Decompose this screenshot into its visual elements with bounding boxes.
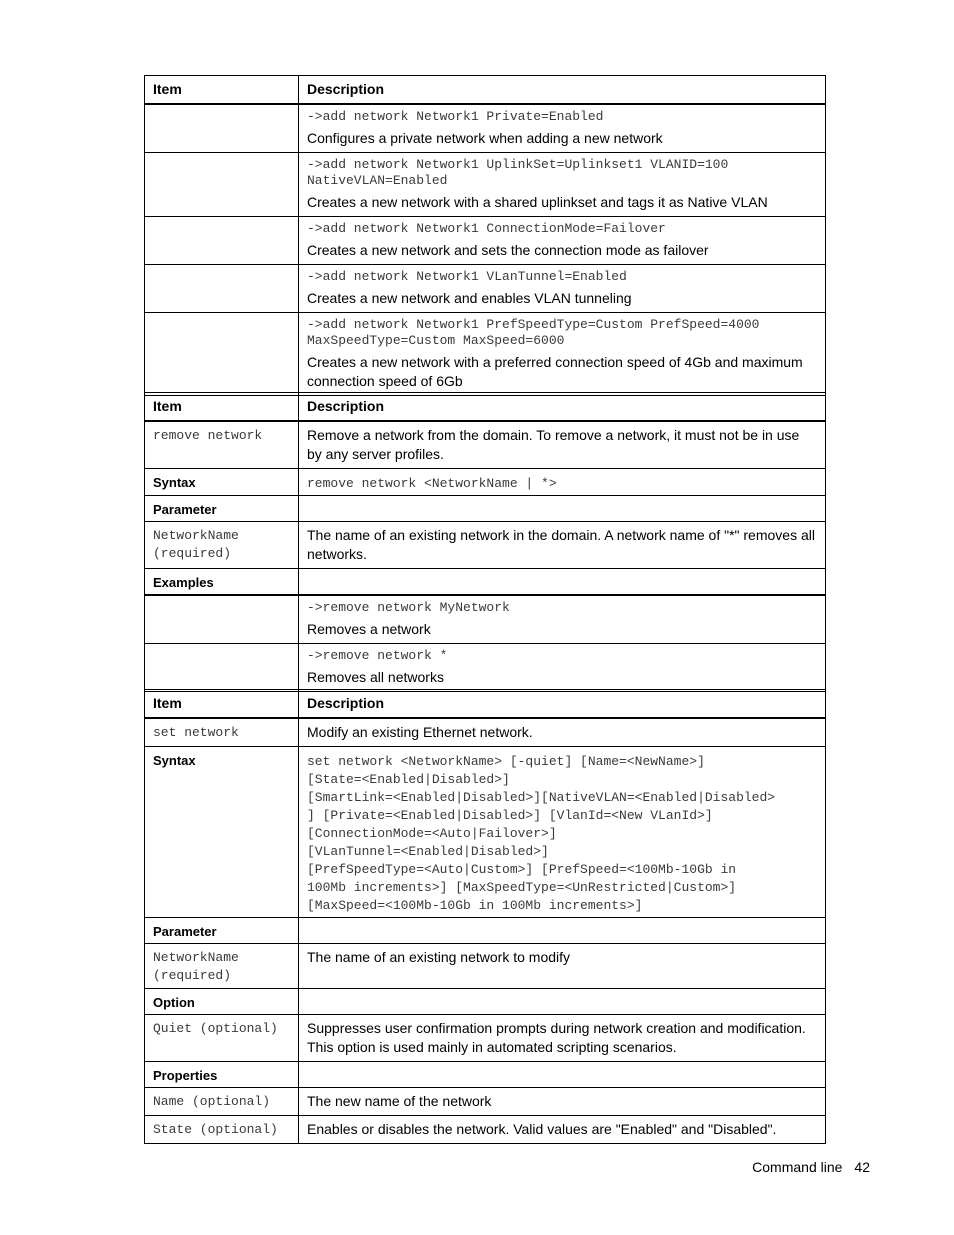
table-header-row <box>145 76 826 105</box>
item-header: Item <box>145 393 299 422</box>
command-description: Modify an existing Ethernet network. <box>307 724 533 740</box>
property-description: The new name of the network <box>307 1093 492 1109</box>
table-row <box>145 496 826 522</box>
example-command: ->add network Network1 Private=Enabled <box>307 109 604 124</box>
examples-label: Examples <box>145 569 299 596</box>
table-row <box>145 644 826 692</box>
page-footer <box>752 1158 870 1176</box>
table-row <box>145 718 826 747</box>
table-row <box>145 265 826 313</box>
table-row <box>145 104 826 153</box>
example-command: ->add network Network1 PrefSpeedType=Custom PrefSpeed=4000 MaxSpeedType=Custom MaxSpeed=6000 <box>307 317 760 348</box>
table-row <box>145 421 826 469</box>
command-description: Remove a network from the domain. To remove a network, it must not be in use by any server profiles. <box>307 427 800 462</box>
property-name: Name (optional) <box>153 1094 271 1109</box>
table-row <box>145 1088 826 1116</box>
property-description: Enables or disables the network. Valid values are "Enabled" and "Disabled". <box>307 1121 777 1137</box>
item-header: Item <box>145 690 299 719</box>
table-row <box>145 595 826 644</box>
example-command: ->remove network * <box>307 648 448 663</box>
table-header-row <box>145 393 826 422</box>
table-row <box>145 944 826 989</box>
property-name: State (optional) <box>153 1122 278 1137</box>
parameter-label: Parameter <box>145 496 299 522</box>
example-command: ->add network Network1 ConnectionMode=Failover <box>307 221 666 236</box>
syntax-value: remove network <NetworkName | *> <box>307 476 557 491</box>
table-row <box>145 217 826 265</box>
parameter-description: The name of an existing network to modify <box>307 949 571 965</box>
table-row <box>145 153 826 217</box>
parameter-name: NetworkName (required) <box>153 950 239 983</box>
example-description: Removes a network <box>307 621 431 637</box>
item-header: Item <box>145 76 299 105</box>
footer-section-title: Command line <box>752 1159 843 1175</box>
command-name: set network <box>153 725 239 740</box>
example-description: Creates a new network and sets the connection mode as failover <box>307 242 709 258</box>
properties-label: Properties <box>145 1062 299 1088</box>
parameter-name: NetworkName (required) <box>153 528 239 561</box>
example-description: Creates a new network with a shared uplinkset and tags it as Native VLAN <box>307 194 768 210</box>
table-row <box>145 469 826 496</box>
example-command: ->add network Network1 UplinkSet=Uplinkset1 VLANID=100 NativeVLAN=Enabled <box>307 157 729 188</box>
table-row <box>145 522 826 569</box>
example-command: ->remove network MyNetwork <box>307 600 510 615</box>
option-description: Suppresses user confirmation prompts during network creation and modification. This option is used mainly in automated scripting scenarios. <box>307 1020 806 1055</box>
parameter-label: Parameter <box>145 918 299 944</box>
example-description: Removes all networks <box>307 669 444 685</box>
syntax-label: Syntax <box>145 469 299 496</box>
table-header-row <box>145 690 826 719</box>
table-row <box>145 918 826 944</box>
add-network-examples-table <box>144 75 826 396</box>
description-header: Description <box>299 76 826 105</box>
table-row <box>145 747 826 918</box>
description-header: Description <box>299 690 826 719</box>
table-row <box>145 1062 826 1088</box>
table-row <box>145 313 826 396</box>
page-number: 42 <box>854 1159 870 1175</box>
option-name: Quiet (optional) <box>153 1021 278 1036</box>
option-label: Option <box>145 989 299 1015</box>
example-description: Creates a new network with a preferred connection speed of 4Gb and maximum connection speed of 6Gb <box>307 354 803 389</box>
example-description: Configures a private network when adding a new network <box>307 130 663 146</box>
parameter-description: The name of an existing network in the domain. A network name of "*" removes all networks. <box>307 527 815 562</box>
syntax-value: set network <NetworkName> [-quiet] [Name=<NewName>] [State=<Enabled|Disabled>] [SmartLink=<Enabled|Disabled>][NativeVLAN=<Enabled|Disabled> ] [Private=<Enabled|Disabled>] [VlanId=<New VLanId>] [ConnectionMode=<Auto|Failover>] [VLanTunnel=<Enabled|Disabled>] [PrefSpeedType=<Auto|Custom>] [PrefSpeed=<100Mb-10Gb in 100Mb increments>] [MaxSpeedType=<UnRestricted|Custom>] [MaxSpeed=<100Mb-10Gb in 100Mb increments>] <box>307 754 776 913</box>
table-row <box>145 1015 826 1062</box>
example-command: ->add network Network1 VLanTunnel=Enabled <box>307 269 627 284</box>
table-row <box>145 989 826 1015</box>
table-row <box>145 569 826 596</box>
description-header: Description <box>299 393 826 422</box>
remove-network-table <box>144 392 826 692</box>
syntax-label: Syntax <box>145 747 299 918</box>
command-name: remove network <box>153 428 263 443</box>
table-row <box>145 1116 826 1144</box>
example-description: Creates a new network and enables VLAN tunneling <box>307 290 632 306</box>
set-network-table <box>144 689 826 1144</box>
